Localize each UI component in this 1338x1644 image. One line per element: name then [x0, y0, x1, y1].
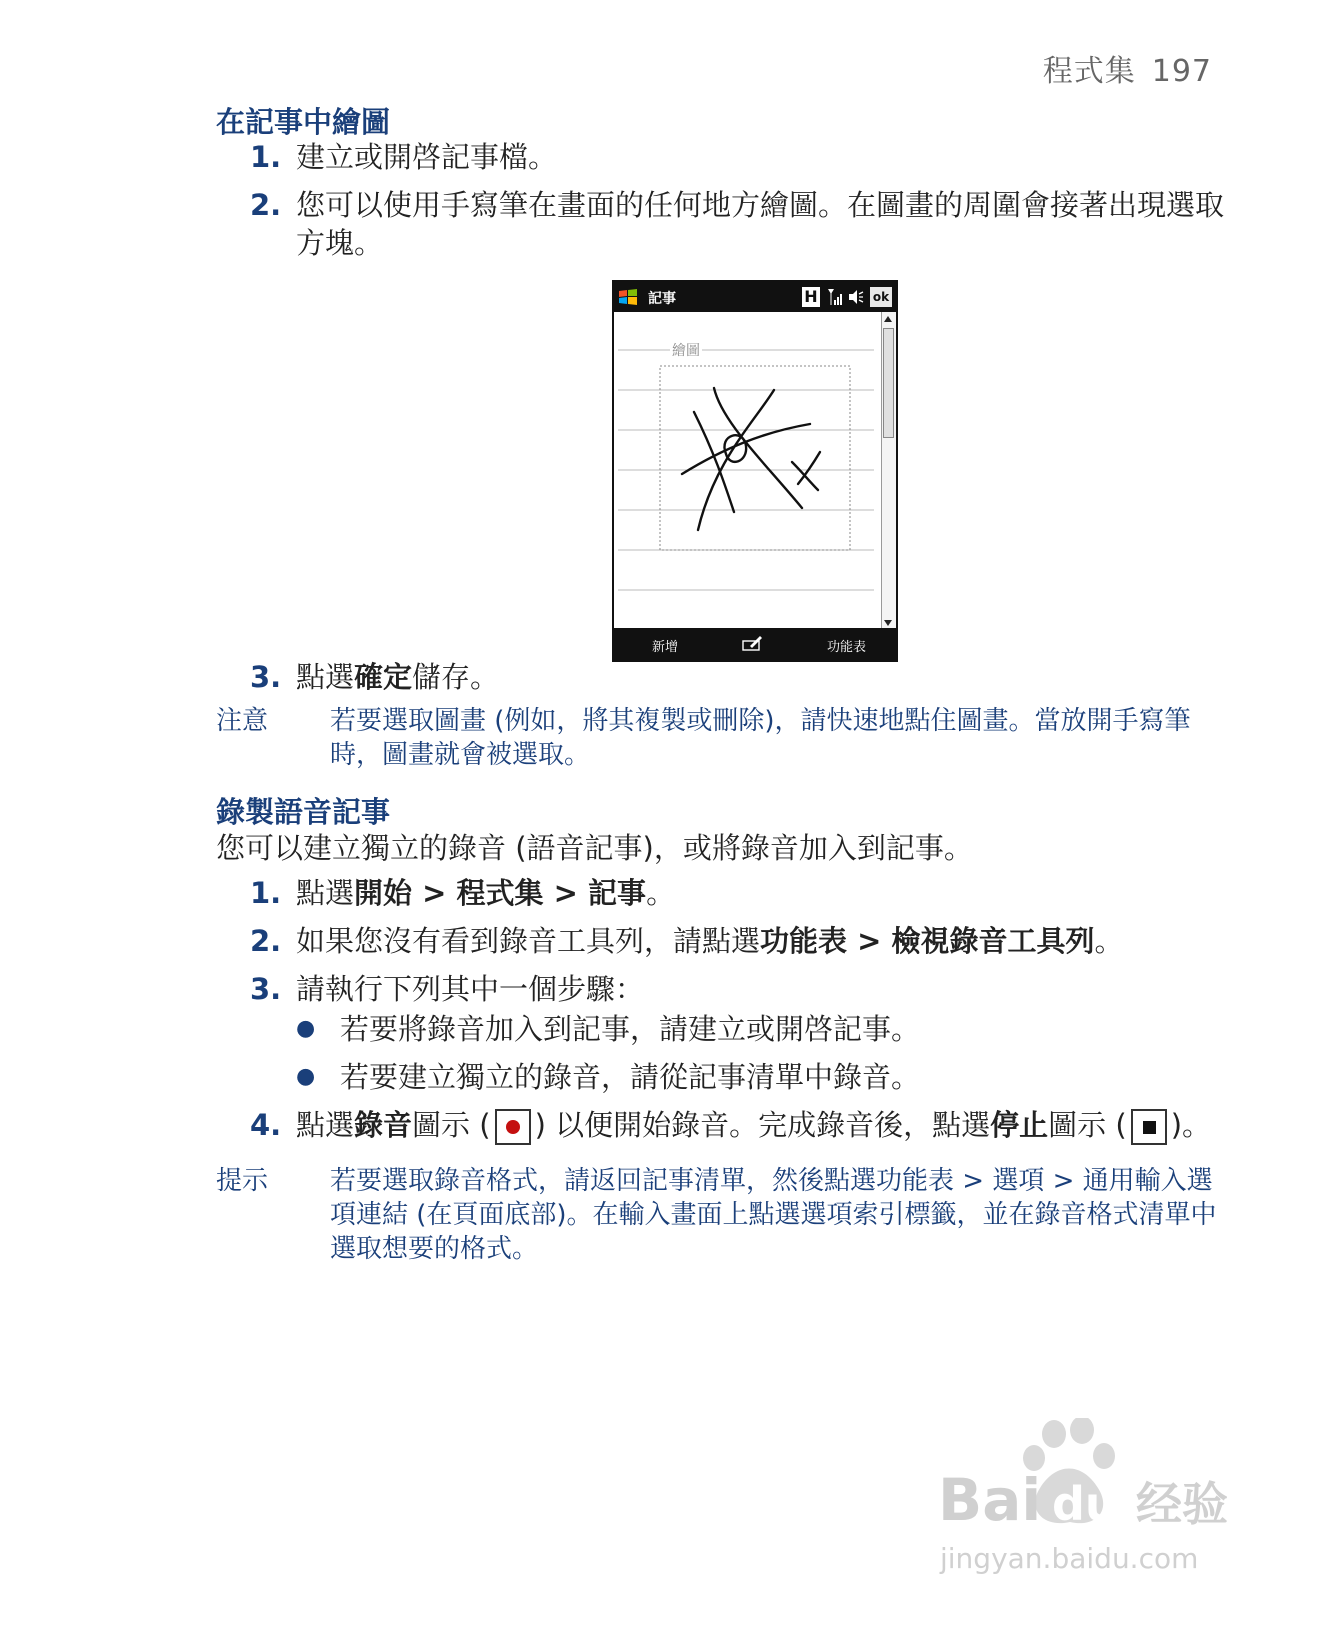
step-number: 1.	[250, 876, 282, 910]
record-icon	[495, 1109, 531, 1145]
soft-key-bar	[614, 628, 896, 660]
step-number: 3.	[250, 660, 282, 694]
step-number: 2.	[250, 924, 282, 958]
note-block	[216, 704, 1226, 772]
windows-logo-icon	[618, 288, 638, 306]
bullet-item	[296, 1010, 920, 1048]
bullet-icon: ●	[296, 1064, 316, 1089]
step-3	[250, 970, 1230, 1008]
text-segment: 圖示 (	[1048, 1108, 1127, 1142]
note-label: 注意	[216, 706, 269, 736]
scroll-down-arrow-icon[interactable]	[884, 620, 892, 626]
svg-text:du: du	[1052, 1477, 1118, 1531]
programs-label: 程式集	[456, 876, 544, 910]
menu-label: 功能表	[760, 924, 848, 958]
text-segment: 圖示 (	[412, 1108, 491, 1142]
step-text	[296, 658, 1230, 696]
stop-icon	[1131, 1109, 1167, 1145]
text-segment: 如果您沒有看到錄音工具列，請點選	[296, 924, 761, 958]
status-icons	[802, 286, 892, 308]
step-4	[250, 1106, 1230, 1145]
view-toolbar-label: 檢視錄音工具列	[891, 924, 1095, 958]
step-number: 3.	[250, 972, 282, 1006]
text-segment: 。	[646, 876, 676, 910]
scroll-thumb[interactable]	[883, 328, 894, 438]
page-header	[1043, 46, 1212, 90]
section-title-voice: 錄製語音記事	[216, 795, 391, 829]
step-number: 4.	[250, 1108, 282, 1142]
hsdpa-icon: H	[802, 287, 820, 307]
tip-block	[216, 1164, 1226, 1266]
section-title-drawing: 在記事中繪圖	[216, 105, 391, 139]
note-text: 若要選取圖畫 (例如，將其複製或刪除)，請快速地點住圖畫。當放開手寫筆時，圖畫就會被選取。	[330, 706, 1191, 770]
speaker-icon	[848, 288, 864, 306]
text-segment: 點選	[296, 876, 355, 910]
svg-text:Bai: Bai	[938, 1466, 1042, 1534]
bullet-icon: ●	[296, 1016, 316, 1041]
start-label: 開始	[354, 876, 413, 910]
signal-icon	[826, 288, 842, 306]
page-number: 197	[1151, 54, 1212, 89]
tip-label: 提示	[216, 1166, 269, 1196]
text-segment: 儲存。	[412, 660, 500, 694]
scrollbar[interactable]	[881, 312, 896, 630]
text-segment: 點選	[296, 1108, 355, 1142]
bullet-text: 若要將錄音加入到記事，請建立或開啓記事。	[340, 1012, 921, 1046]
phone-app-title: 記事	[648, 291, 676, 307]
step-number: 1.	[250, 140, 282, 174]
note-canvas[interactable]	[614, 312, 882, 630]
step-2	[250, 186, 1240, 262]
section-intro: 您可以建立獨立的錄音 (語音記事)，或將錄音加入到記事。	[216, 831, 973, 865]
soft-key-menu[interactable]: 功能表	[826, 640, 866, 655]
drawing-label: 繪圖	[670, 340, 702, 360]
separator: >	[847, 924, 892, 958]
text-segment: 。	[1094, 924, 1124, 958]
phone-screenshot	[612, 280, 898, 662]
step-1	[250, 874, 1230, 912]
bullet-item	[296, 1058, 920, 1096]
soft-key-new[interactable]: 新增	[652, 640, 679, 655]
tip-text: 若要選取錄音格式，請返回記事清單，然後點選功能表 > 選項 > 通用輸入選項連結 (在頁面底部)。在輸入畫面上點選選項索引標籤，並在錄音格式清單中選取想要的格式。	[330, 1166, 1217, 1264]
scroll-up-arrow-icon[interactable]	[884, 316, 892, 322]
step-number: 2.	[250, 188, 282, 222]
separator: >	[412, 876, 457, 910]
svg-text:jingyan.baidu.com: jingyan.baidu.com	[940, 1542, 1199, 1575]
input-panel-icon[interactable]	[742, 634, 764, 652]
notes-label: 記事	[588, 876, 647, 910]
section-name: 程式集	[1042, 54, 1136, 89]
svg-text:经验: 经验	[1136, 1477, 1228, 1531]
separator: >	[543, 876, 589, 910]
step-3	[250, 658, 1230, 696]
step-text: 請執行下列其中一個步驟：	[296, 972, 645, 1006]
bullet-text: 若要建立獨立的錄音，請從記事清單中錄音。	[340, 1060, 921, 1094]
step-text: 您可以使用手寫筆在畫面的任何地方繪圖。在圖畫的周圍會接著出現選取方塊。	[296, 188, 1225, 260]
phone-title-bar	[614, 282, 896, 312]
step-text	[296, 922, 1230, 960]
text-segment: )。	[1170, 1108, 1212, 1142]
baidu-watermark-logo	[936, 1418, 1266, 1576]
record-label: 錄音	[354, 1108, 413, 1142]
step-1	[250, 138, 1230, 176]
text-segment: ) 以便開始錄音。完成錄音後，點選	[534, 1108, 991, 1142]
ok-button[interactable]: ok	[870, 287, 892, 307]
step-text	[296, 1106, 1230, 1145]
stop-label: 停止	[990, 1108, 1049, 1142]
step-2	[250, 922, 1230, 960]
step-text	[296, 874, 1230, 912]
text-segment: 點選	[296, 660, 355, 694]
ok-label-bold: 確定	[354, 660, 413, 694]
step-text: 建立或開啓記事檔。	[296, 140, 558, 174]
